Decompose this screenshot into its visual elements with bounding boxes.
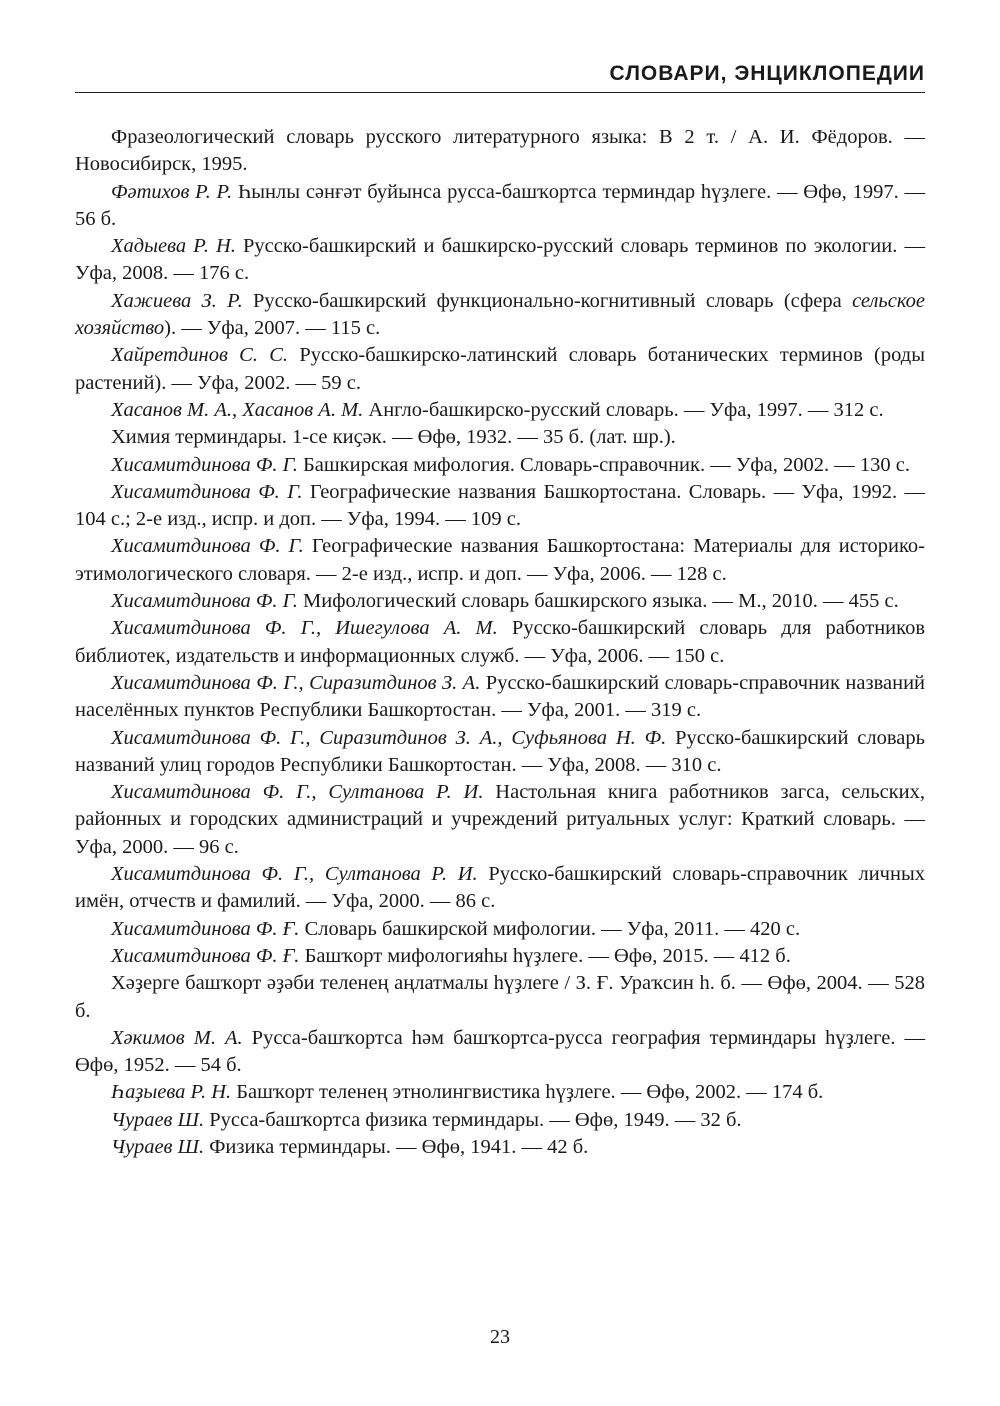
entry-text-tail: ). — Уфа, 2007. — 115 с. <box>164 317 381 340</box>
entry-author: Чураев Ш. <box>111 1108 205 1131</box>
entry-text: Словарь башкирской мифологии. — Уфа, 2011. — 420 с. <box>299 917 801 940</box>
entry-author: Хисамитдинова Ф. Г., Ишегулова А. М. <box>111 617 498 640</box>
bibliography-entry <box>75 1079 925 1106</box>
entry-author: Хисамитдинова Ф. Г., Султанова Р. И. <box>111 781 484 804</box>
entry-text: Һынлы сәнғәт буйынса русса-башҡортса терминдар һүҙлеге. — Өфө, 1997. — 56 б. <box>75 180 925 230</box>
bibliography-entry <box>75 1134 925 1161</box>
entry-text: Настольная книга работников загса, сельских, районных и городских администраций и учреждений ритуальных услуг: Краткий словарь. — Уфа, 2000. — 96 с. <box>75 781 925 858</box>
bibliography-entry <box>75 1107 925 1134</box>
entry-text: Башкирская мифология. Словарь-справочник. — Уфа, 2002. — 130 с. <box>297 453 910 476</box>
entry-author: Хәкимов М. А. <box>111 1026 243 1049</box>
entry-text: Башҡорт мифологияһы һүҙлеге. — Өфө, 2015. — 412 б. <box>299 944 791 967</box>
entry-author: Хисамитдинова Ф. Г., Сиразитдинов З. А., Суфьянова Н. Ф. <box>111 726 667 749</box>
bibliography-entry <box>75 479 925 534</box>
entry-author: Һаҙыева Р. Н. <box>111 1081 232 1104</box>
page-number: 23 <box>490 1326 510 1348</box>
entry-text: Русско-башкирский словарь названий улиц городов Республики Башкортостан. — Уфа, 2008. — 310 с. <box>75 726 925 776</box>
entry-author: Хажиева З. Р. <box>111 289 243 312</box>
bibliography-entry <box>75 424 925 451</box>
bibliography-entry <box>75 670 925 725</box>
bibliography-entry <box>75 288 925 343</box>
entry-author: Фәтихов Р. Р. <box>111 180 233 203</box>
entry-author: Хисамитдинова Ф. Г., Сиразитдинов З. А. <box>111 671 481 694</box>
entry-text: Русса-башҡортса физика терминдары. — Өфө, 1949. — 32 б. <box>204 1108 742 1131</box>
entry-author: Хасанов М. А., Хасанов А. М. <box>111 398 364 421</box>
entry-text: Химия терминдары. 1-се киҫәк. — Өфө, 1932. — 35 б. (лат. шр.). <box>111 426 676 449</box>
bibliography-entry <box>75 533 925 588</box>
entry-text: Физика терминдары. — Өфө, 1941. — 42 б. <box>204 1135 589 1158</box>
bibliography-entry <box>75 970 925 1025</box>
bibliography-entry <box>75 179 925 234</box>
bibliography-entry <box>75 615 925 670</box>
bibliography-entry <box>75 342 925 397</box>
entry-author: Хисамитдинова Ф. Ғ. <box>111 917 300 940</box>
entry-author: Хадыева Р. Н. <box>111 235 236 258</box>
entry-text: Хәҙерге башҡорт әҙәби теленең аңлатмалы һүҙлеге / З. Ғ. Ураҡсин һ. б. — Өфө, 2004. — 528 б. <box>75 972 925 1022</box>
entry-text: Русско-башкирский словарь-справочник названий населённых пунктов Республики Башкортостан. — Уфа, 2001. — 319 с. <box>75 671 926 722</box>
entry-author: Хисамитдинова Ф. Ғ. <box>111 944 300 967</box>
bibliography-entry <box>75 452 925 479</box>
section-title: СЛОВАРИ, ЭНЦИКЛОПЕДИИ <box>609 62 925 85</box>
entry-author: Хисамитдинова Ф. Г. <box>111 453 298 476</box>
entry-text: Географические названия Башкортостана. Словарь. — Уфа, 1992. — 104 с.; 2-е изд., испр. и доп. — Уфа, 1994. — 109 с. <box>75 480 925 531</box>
entry-text: Русско-башкирский функционально-когнитивный словарь (сфера <box>242 289 853 312</box>
bibliography-entry <box>75 397 925 424</box>
bibliography-entry <box>75 861 925 916</box>
bibliography-entry <box>75 916 925 943</box>
bibliography-entry <box>75 1025 925 1080</box>
bibliography-entry <box>75 779 925 861</box>
bibliography-entry <box>75 233 925 288</box>
entry-text: Русско-башкирский словарь-справочник личных имён, отчеств и фамилий. — Уфа, 2000. — 86 с. <box>75 863 925 913</box>
entry-text: Башҡорт теленең этнолингвистика һүҙлеге. — Өфө, 2002. — 174 б. <box>231 1081 824 1104</box>
bibliography-entry <box>75 943 925 970</box>
entry-author: Хисамитдинова Ф. Г. <box>111 480 303 503</box>
entry-text: Фразеологический словарь русского литературного языка: В 2 т. / А. И. Фёдоров. — Новосибирск, 1995. <box>75 126 925 176</box>
bibliography-list <box>75 124 925 1161</box>
bibliography-entry <box>75 588 925 615</box>
entry-text: Русско-башкирско-латинский словарь ботанических терминов (роды растений). — Уфа, 2002. — 59 с. <box>75 344 925 394</box>
entry-text: Географические названия Башкортостана: Материалы для историко-этимологического словаря. — 2-е изд., испр. и доп. — Уфа, 2006. — 128 с. <box>75 535 925 585</box>
entry-text: Мифологический словарь башкирского языка. — М., 2010. — 455 с. <box>297 590 899 613</box>
entry-author: Хайретдинов С. С. <box>111 344 289 367</box>
entry-author: Хисамитдинова Ф. Г. <box>111 590 298 613</box>
entry-author: Хисамитдинова Ф. Г. <box>111 535 304 558</box>
entry-text: Русско-башкирский словарь для работников библиотек, издательств и информационных служб. — Уфа, 2006. — 150 с. <box>75 617 926 667</box>
entry-author: Чураев Ш. <box>111 1135 205 1158</box>
entry-text: Русса-башҡортса һәм башҡортса-русса география терминдары һүҙлеге. — Өфө, 1952. — 54 б. <box>75 1026 925 1077</box>
entry-emphasis: сельское хозяйство <box>75 289 926 340</box>
entry-author: Хисамитдинова Ф. Г., Султанова Р. И. <box>111 863 478 886</box>
entry-text: Русско-башкирский и башкирско-русский словарь терминов по экологии. — Уфа, 2008. — 176 с. <box>75 235 925 285</box>
bibliography-entry <box>75 124 925 179</box>
running-header <box>75 62 925 93</box>
entry-text: Англо-башкирско-русский словарь. — Уфа, 1997. — 312 с. <box>363 398 884 421</box>
bibliography-entry <box>75 725 925 780</box>
